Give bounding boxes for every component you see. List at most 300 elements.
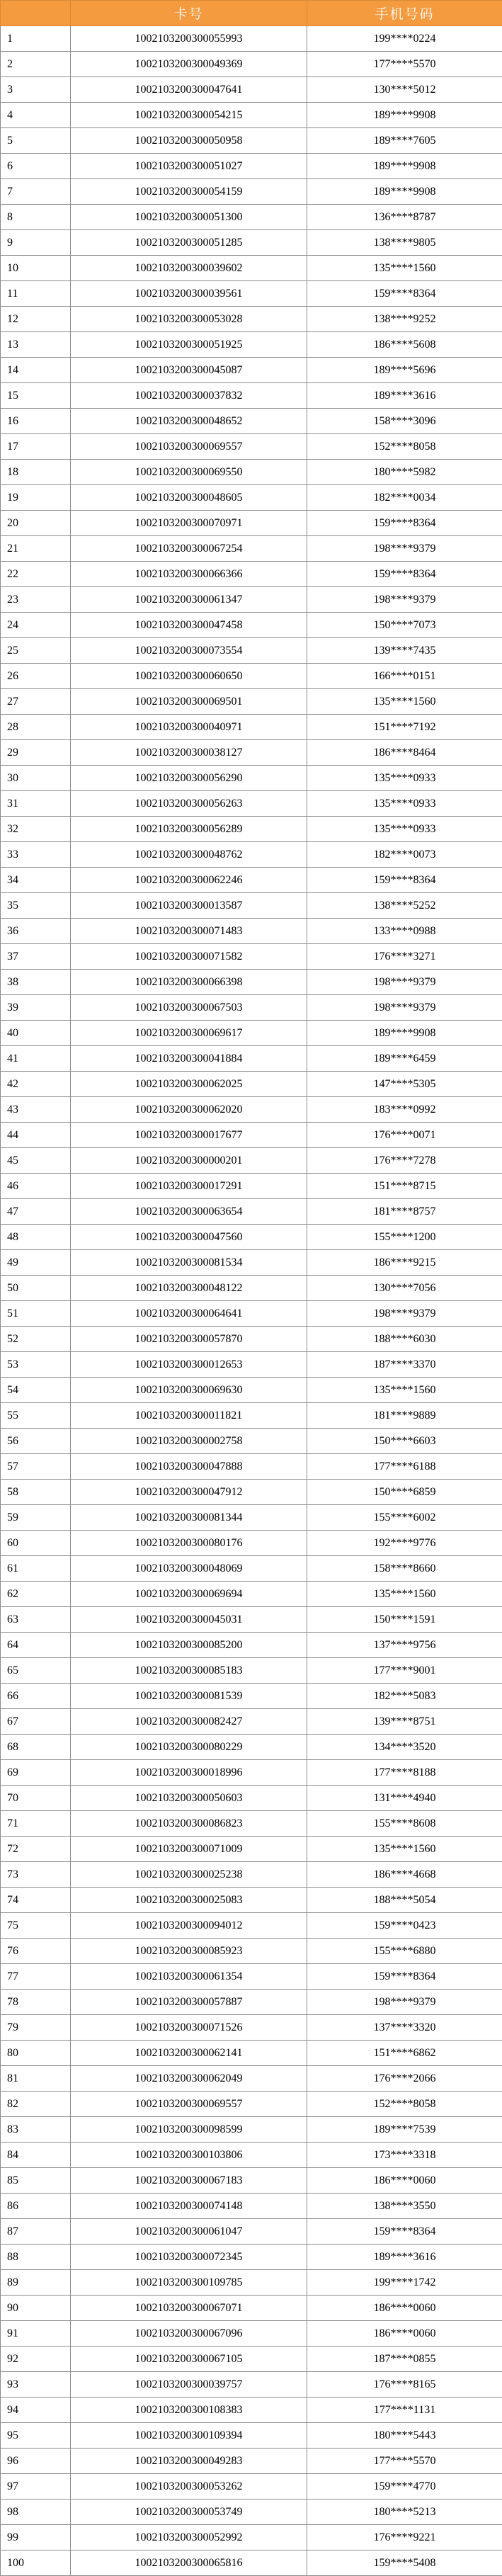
phone-number-cell: 135****1560 [307, 689, 502, 715]
row-index: 75 [1, 1913, 71, 1939]
row-index: 61 [1, 1556, 71, 1582]
phone-number-cell: 189****9908 [307, 1021, 502, 1046]
card-number-cell: 1002103200300085200 [71, 1633, 307, 1658]
table-row [1, 613, 502, 638]
phone-number-cell: 133****0988 [307, 919, 502, 944]
phone-number-cell: 159****0423 [307, 1913, 502, 1939]
row-index: 74 [1, 1888, 71, 1913]
card-number-cell: 1002103200300055993 [71, 26, 307, 52]
row-index: 20 [1, 511, 71, 536]
card-number-cell: 1002103200300056290 [71, 766, 307, 791]
card-number-cell: 1002103200300048762 [71, 842, 307, 868]
phone-number-cell: 189****9908 [307, 179, 502, 205]
card-number-cell: 1002103200300103806 [71, 2143, 307, 2168]
table-row [1, 587, 502, 613]
row-index: 9 [1, 230, 71, 256]
row-index: 58 [1, 1480, 71, 1505]
card-number-cell: 1002103200300062020 [71, 1097, 307, 1123]
row-index: 3 [1, 77, 71, 103]
table-row [1, 1888, 502, 1913]
card-number-cell: 1002103200300037832 [71, 383, 307, 409]
card-number-cell: 1002103200300048122 [71, 1276, 307, 1301]
row-index: 48 [1, 1225, 71, 1250]
row-index: 43 [1, 1097, 71, 1123]
card-number-cell: 1002103200300072345 [71, 2245, 307, 2270]
table-row [1, 1174, 502, 1199]
row-index: 96 [1, 2449, 71, 2474]
row-index: 13 [1, 332, 71, 358]
table-row [1, 2500, 502, 2525]
table-row [1, 740, 502, 766]
phone-number-cell: 180****5982 [307, 460, 502, 485]
card-number-cell: 1002103200300012653 [71, 1352, 307, 1378]
phone-number-cell: 186****4668 [307, 1862, 502, 1888]
table-row [1, 1760, 502, 1786]
phone-number-cell: 159****8364 [307, 281, 502, 307]
row-index: 6 [1, 154, 71, 179]
phone-number-cell: 135****1560 [307, 1378, 502, 1403]
phone-number-cell: 177****6188 [307, 1454, 502, 1480]
phone-number-cell: 158****3096 [307, 409, 502, 434]
row-index: 68 [1, 1735, 71, 1760]
row-index: 41 [1, 1046, 71, 1072]
card-number-cell: 1002103200300070971 [71, 511, 307, 536]
table-row [1, 2296, 502, 2321]
phone-number-cell: 198****9379 [307, 970, 502, 995]
phone-number-cell: 136****8787 [307, 205, 502, 230]
table-row [1, 1097, 502, 1123]
card-number-cell: 1002103200300109785 [71, 2270, 307, 2296]
row-index: 10 [1, 256, 71, 281]
table-row [1, 1556, 502, 1582]
phone-number-cell: 137****9756 [307, 1633, 502, 1658]
card-number-cell: 1002103200300047560 [71, 1225, 307, 1250]
table-row [1, 970, 502, 995]
card-number-cell: 1002103200300071483 [71, 919, 307, 944]
phone-number-cell: 176****9221 [307, 2525, 502, 2551]
card-number-cell: 1002103200300066366 [71, 562, 307, 587]
table-row [1, 1964, 502, 1990]
table-row [1, 383, 502, 409]
phone-number-cell: 177****1131 [307, 2398, 502, 2423]
phone-number-cell: 135****1560 [307, 1582, 502, 1607]
phone-number-cell: 176****0071 [307, 1123, 502, 1148]
row-index: 22 [1, 562, 71, 587]
row-index: 4 [1, 103, 71, 128]
header-phone-number: 手机号码 [307, 1, 502, 26]
phone-number-cell: 158****8660 [307, 1556, 502, 1582]
phone-number-cell: 135****0933 [307, 766, 502, 791]
phone-number-cell: 135****0933 [307, 791, 502, 817]
table-row [1, 409, 502, 434]
row-index: 16 [1, 409, 71, 434]
row-index: 77 [1, 1964, 71, 1990]
row-index: 33 [1, 842, 71, 868]
card-number-cell: 1002103200300054159 [71, 179, 307, 205]
table-row [1, 638, 502, 664]
phone-number-cell: 159****8364 [307, 511, 502, 536]
card-number-cell: 1002103200300047641 [71, 77, 307, 103]
phone-number-cell: 166****0151 [307, 664, 502, 689]
phone-number-cell: 173****3318 [307, 2143, 502, 2168]
table-row [1, 77, 502, 103]
phone-number-cell: 138****9252 [307, 307, 502, 332]
table-row [1, 893, 502, 919]
card-number-cell: 1002103200300051300 [71, 205, 307, 230]
row-index: 67 [1, 1709, 71, 1735]
phone-number-cell: 176****3271 [307, 944, 502, 970]
table-row [1, 1531, 502, 1556]
phone-number-cell: 186****0060 [307, 2168, 502, 2194]
row-index: 65 [1, 1658, 71, 1684]
phone-number-cell: 189****5696 [307, 358, 502, 383]
card-number-cell: 1002103200300052992 [71, 2525, 307, 2551]
phone-number-cell: 198****9379 [307, 1301, 502, 1327]
row-index: 46 [1, 1174, 71, 1199]
row-index: 40 [1, 1021, 71, 1046]
table-row [1, 1811, 502, 1837]
table-row [1, 1735, 502, 1760]
card-number-cell: 1002103200300050603 [71, 1786, 307, 1811]
phone-number-cell: 177****5570 [307, 2449, 502, 2474]
row-index: 71 [1, 1811, 71, 1837]
phone-number-cell: 181****9889 [307, 1403, 502, 1429]
table-row [1, 689, 502, 715]
phone-number-cell: 177****5570 [307, 52, 502, 77]
row-index: 88 [1, 2245, 71, 2270]
table-row [1, 919, 502, 944]
card-number-cell: 1002103200300067105 [71, 2347, 307, 2372]
row-index: 86 [1, 2194, 71, 2219]
card-number-cell: 1002103200300067254 [71, 536, 307, 562]
phone-number-cell: 198****9379 [307, 587, 502, 613]
card-number-cell: 1002103200300048652 [71, 409, 307, 434]
row-index: 80 [1, 2041, 71, 2066]
table-row [1, 1123, 502, 1148]
table-row [1, 1658, 502, 1684]
card-number-cell: 1002103200300045087 [71, 358, 307, 383]
row-index: 56 [1, 1429, 71, 1454]
card-number-cell: 1002103200300080176 [71, 1531, 307, 1556]
row-index: 55 [1, 1403, 71, 1429]
phone-number-cell: 187****3370 [307, 1352, 502, 1378]
table-row [1, 842, 502, 868]
card-number-cell: 1002103200300057887 [71, 1990, 307, 2015]
card-number-cell: 1002103200300098599 [71, 2117, 307, 2143]
row-index: 44 [1, 1123, 71, 1148]
card-number-cell: 1002103200300069630 [71, 1378, 307, 1403]
phone-number-cell: 181****8757 [307, 1199, 502, 1225]
card-number-cell: 1002103200300081534 [71, 1250, 307, 1276]
table-row [1, 995, 502, 1021]
table-row [1, 485, 502, 511]
card-number-cell: 1002103200300109394 [71, 2423, 307, 2449]
phone-number-cell: 151****7192 [307, 715, 502, 740]
card-number-cell: 1002103200300062246 [71, 868, 307, 893]
card-number-cell: 1002103200300094012 [71, 1913, 307, 1939]
table-row [1, 2525, 502, 2551]
card-number-cell: 1002103200300069557 [71, 2092, 307, 2117]
phone-number-cell: 176****8165 [307, 2372, 502, 2398]
card-number-cell: 1002103200300053262 [71, 2474, 307, 2500]
phone-number-cell: 151****8715 [307, 1174, 502, 1199]
phone-number-cell: 135****1560 [307, 256, 502, 281]
card-number-cell: 1002103200300057870 [71, 1327, 307, 1352]
phone-number-cell: 189****7605 [307, 128, 502, 154]
row-index: 95 [1, 2423, 71, 2449]
row-index: 66 [1, 1684, 71, 1709]
card-number-cell: 1002103200300051027 [71, 154, 307, 179]
phone-number-cell: 159****8364 [307, 562, 502, 587]
table-row [1, 1301, 502, 1327]
table-row [1, 1072, 502, 1097]
card-number-cell: 1002103200300039561 [71, 281, 307, 307]
row-index: 35 [1, 893, 71, 919]
table-row [1, 536, 502, 562]
row-index: 49 [1, 1250, 71, 1276]
phone-number-cell: 139****8751 [307, 1709, 502, 1735]
card-number-cell: 1002103200300085923 [71, 1939, 307, 1964]
phone-number-cell: 198****9379 [307, 536, 502, 562]
phone-number-cell: 176****2066 [307, 2066, 502, 2092]
row-index: 57 [1, 1454, 71, 1480]
phone-number-cell: 198****9379 [307, 995, 502, 1021]
phone-number-cell: 152****8058 [307, 434, 502, 460]
table-row [1, 868, 502, 893]
row-index: 54 [1, 1378, 71, 1403]
row-index: 25 [1, 638, 71, 664]
row-index: 63 [1, 1607, 71, 1633]
card-number-cell: 1002103200300061047 [71, 2219, 307, 2245]
row-index: 51 [1, 1301, 71, 1327]
row-index: 27 [1, 689, 71, 715]
phone-number-cell: 189****7539 [307, 2117, 502, 2143]
card-number-cell: 1002103200300051925 [71, 332, 307, 358]
table-row [1, 1250, 502, 1276]
card-number-cell: 1002103200300086823 [71, 1811, 307, 1837]
card-number-cell: 1002103200300048605 [71, 485, 307, 511]
table-row [1, 1403, 502, 1429]
phone-number-cell: 188****6030 [307, 1327, 502, 1352]
row-index: 85 [1, 2168, 71, 2194]
card-number-cell: 1002103200300000201 [71, 1148, 307, 1174]
row-index: 69 [1, 1760, 71, 1786]
row-index: 36 [1, 919, 71, 944]
card-number-cell: 1002103200300063654 [71, 1199, 307, 1225]
row-index: 70 [1, 1786, 71, 1811]
card-number-cell: 1002103200300067071 [71, 2296, 307, 2321]
table-row [1, 2092, 502, 2117]
card-number-cell: 1002103200300062141 [71, 2041, 307, 2066]
phone-number-cell: 130****7056 [307, 1276, 502, 1301]
card-number-cell: 1002103200300081344 [71, 1505, 307, 1531]
table-row [1, 1582, 502, 1607]
card-number-cell: 1002103200300002758 [71, 1429, 307, 1454]
phone-number-cell: 189****9908 [307, 154, 502, 179]
row-index: 23 [1, 587, 71, 613]
card-number-cell: 1002103200300069550 [71, 460, 307, 485]
table-row [1, 1199, 502, 1225]
card-number-cell: 1002103200300069694 [71, 1582, 307, 1607]
row-index: 26 [1, 664, 71, 689]
row-index: 60 [1, 1531, 71, 1556]
table-row [1, 944, 502, 970]
row-index: 89 [1, 2270, 71, 2296]
card-number-cell: 1002103200300048069 [71, 1556, 307, 1582]
table-row [1, 2423, 502, 2449]
table-row [1, 1505, 502, 1531]
card-number-cell: 1002103200300085183 [71, 1658, 307, 1684]
row-index: 81 [1, 2066, 71, 2092]
phone-number-cell: 131****4940 [307, 1786, 502, 1811]
row-index: 42 [1, 1072, 71, 1097]
phone-number-cell: 152****8058 [307, 2092, 502, 2117]
row-index: 83 [1, 2117, 71, 2143]
card-number-cell: 1002103200300062049 [71, 2066, 307, 2092]
card-number-cell: 1002103200300047912 [71, 1480, 307, 1505]
row-index: 53 [1, 1352, 71, 1378]
card-number-cell: 1002103200300018996 [71, 1760, 307, 1786]
phone-number-cell: 155****6880 [307, 1939, 502, 1964]
card-number-cell: 1002103200300069557 [71, 434, 307, 460]
table-row [1, 1378, 502, 1403]
card-number-cell: 1002103200300080229 [71, 1735, 307, 1760]
row-index: 28 [1, 715, 71, 740]
phone-number-cell: 155****1200 [307, 1225, 502, 1250]
row-index: 78 [1, 1990, 71, 2015]
card-number-cell: 1002103200300039757 [71, 2372, 307, 2398]
card-number-cell: 1002103200300045031 [71, 1607, 307, 1633]
table-row [1, 791, 502, 817]
row-index: 29 [1, 740, 71, 766]
row-index: 47 [1, 1199, 71, 1225]
row-index: 31 [1, 791, 71, 817]
row-index: 93 [1, 2372, 71, 2398]
card-number-cell: 1002103200300053028 [71, 307, 307, 332]
card-number-cell: 1002103200300065816 [71, 2551, 307, 2576]
phone-number-cell: 186****9215 [307, 1250, 502, 1276]
table-row [1, 179, 502, 205]
card-number-cell: 1002103200300062025 [71, 1072, 307, 1097]
table-row [1, 2449, 502, 2474]
phone-number-cell: 187****0855 [307, 2347, 502, 2372]
table-row [1, 434, 502, 460]
row-index: 59 [1, 1505, 71, 1531]
phone-number-cell: 150****1591 [307, 1607, 502, 1633]
row-index: 79 [1, 2015, 71, 2041]
row-index: 37 [1, 944, 71, 970]
card-number-cell: 1002103200300017291 [71, 1174, 307, 1199]
phone-number-cell: 189****6459 [307, 1046, 502, 1072]
card-number-cell: 1002103200300061347 [71, 587, 307, 613]
phone-number-cell: 189****3616 [307, 2245, 502, 2270]
row-index: 76 [1, 1939, 71, 1964]
table-row [1, 1709, 502, 1735]
table-row [1, 332, 502, 358]
phone-number-cell: 137****3320 [307, 2015, 502, 2041]
card-number-cell: 1002103200300047458 [71, 613, 307, 638]
phone-number-cell: 189****3616 [307, 383, 502, 409]
table-row [1, 1225, 502, 1250]
table-row [1, 2474, 502, 2500]
phone-number-cell: 176****7278 [307, 1148, 502, 1174]
phone-number-cell: 150****6859 [307, 1480, 502, 1505]
table-row [1, 2041, 502, 2066]
table-row [1, 766, 502, 791]
table-row [1, 307, 502, 332]
phone-number-cell: 134****3520 [307, 1735, 502, 1760]
card-number-cell: 1002103200300061354 [71, 1964, 307, 1990]
header-index [1, 1, 71, 26]
card-number-cell: 1002103200300074148 [71, 2194, 307, 2219]
row-index: 62 [1, 1582, 71, 1607]
row-index: 73 [1, 1862, 71, 1888]
row-index: 32 [1, 817, 71, 842]
card-number-cell: 1002103200300050958 [71, 128, 307, 154]
phone-number-cell: 180****5443 [307, 2423, 502, 2449]
row-index: 24 [1, 613, 71, 638]
card-number-cell: 1002103200300013587 [71, 893, 307, 919]
card-number-cell: 1002103200300064641 [71, 1301, 307, 1327]
phone-number-cell: 186****8464 [307, 740, 502, 766]
table-row [1, 1684, 502, 1709]
table-row [1, 715, 502, 740]
header-card-number: 卡号 [71, 1, 307, 26]
card-number-cell: 1002103200300056263 [71, 791, 307, 817]
table-row [1, 2551, 502, 2576]
phone-number-cell: 182****5083 [307, 1684, 502, 1709]
table-row [1, 2117, 502, 2143]
row-index: 45 [1, 1148, 71, 1174]
table-row [1, 562, 502, 587]
table-row [1, 1862, 502, 1888]
table-row [1, 205, 502, 230]
card-number-cell: 1002103200300049283 [71, 2449, 307, 2474]
row-index: 14 [1, 358, 71, 383]
table-row [1, 1786, 502, 1811]
table-row [1, 2372, 502, 2398]
row-index: 30 [1, 766, 71, 791]
table-row [1, 2015, 502, 2041]
row-index: 11 [1, 281, 71, 307]
card-number-cell: 1002103200300038127 [71, 740, 307, 766]
phone-number-cell: 180****5213 [307, 2500, 502, 2525]
phone-number-cell: 159****8364 [307, 868, 502, 893]
phone-number-cell: 155****6002 [307, 1505, 502, 1531]
table-row [1, 460, 502, 485]
table-row [1, 2219, 502, 2245]
row-index: 52 [1, 1327, 71, 1352]
table-row [1, 1429, 502, 1454]
phone-number-cell: 130****5012 [307, 77, 502, 103]
phone-number-cell: 186****0060 [307, 2321, 502, 2347]
phone-number-cell: 147****5305 [307, 1072, 502, 1097]
table-row [1, 1046, 502, 1072]
row-index: 91 [1, 2321, 71, 2347]
phone-number-cell: 159****5408 [307, 2551, 502, 2576]
table-row [1, 1990, 502, 2015]
table-row [1, 52, 502, 77]
card-number-cell: 1002103200300049369 [71, 52, 307, 77]
table-row [1, 2245, 502, 2270]
row-index: 8 [1, 205, 71, 230]
card-number-cell: 1002103200300025083 [71, 1888, 307, 1913]
table-row [1, 2270, 502, 2296]
row-index: 97 [1, 2474, 71, 2500]
row-index: 12 [1, 307, 71, 332]
card-number-cell: 1002103200300025238 [71, 1862, 307, 1888]
phone-number-cell: 199****0224 [307, 26, 502, 52]
